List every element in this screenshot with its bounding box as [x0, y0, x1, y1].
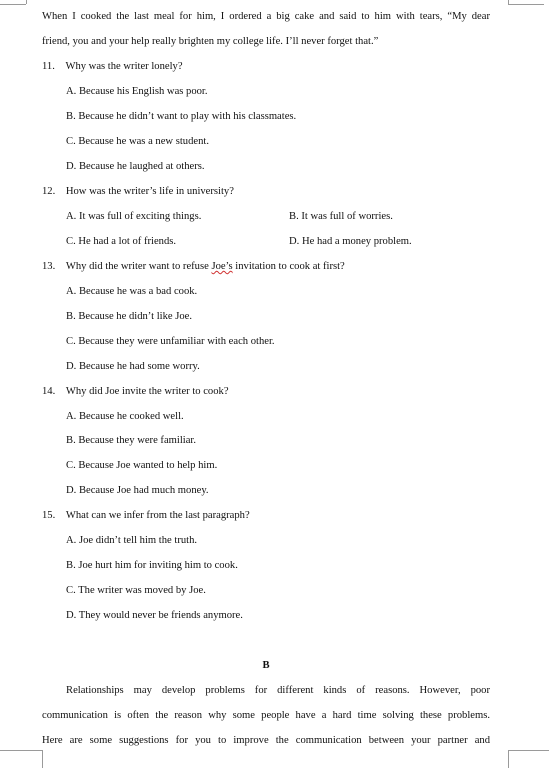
- question-14-option-d: D. Because Joe had much money.: [66, 485, 209, 496]
- question-11-option-b: B. Because he didn’t want to play with his classmates.: [66, 111, 297, 122]
- passage-line-2: friend, you and your help really brighten my college life. I’ll never forget that.”: [42, 36, 379, 47]
- question-13-option-c: C. Because they were unfamiliar with each other.: [66, 336, 275, 347]
- question-13-stem: [42, 260, 345, 274]
- question-11-stem: 11. Why was the writer lonely?: [42, 61, 183, 72]
- question-14-option-c: C. Because Joe wanted to help him.: [66, 460, 218, 471]
- corner-mark-bottom-left: [0, 750, 42, 751]
- question-13-stem-start: 13. Why did the writer want to refuse: [42, 261, 212, 272]
- question-13-option-d: D. Because he had some worry.: [66, 361, 200, 372]
- question-13-option-a: A. Because he was a bad cook.: [66, 286, 198, 297]
- section-b-line-3: Here are some suggestions for you to improve the communication between your partner and: [42, 735, 490, 746]
- passage-line-1: When I cooked the last meal for him, I ordered a big cake and said to him with tears, “My dear: [42, 11, 490, 22]
- corner-mark-top-right-vertical: [508, 0, 509, 4]
- question-15-option-a: A. Joe didn’t tell him the truth.: [66, 535, 198, 546]
- spellcheck-marked-word: Joe’s: [211, 261, 233, 272]
- question-13-stem-end: invitation to cook at first?: [232, 261, 345, 272]
- section-b-line-2: communication is often the reason why some people have a hard time solving these problems.: [42, 710, 490, 721]
- question-12-option-d: D. He had a money problem.: [289, 236, 412, 247]
- section-b-heading: B: [262, 660, 270, 671]
- question-14-option-a: A. Because he cooked well.: [66, 411, 184, 422]
- question-11-option-a: A. Because his English was poor.: [66, 86, 208, 97]
- question-11-option-c: C. Because he was a new student.: [66, 136, 209, 147]
- question-15-stem: 15. What can we infer from the last paragraph?: [42, 510, 250, 521]
- question-15-option-b: B. Joe hurt him for inviting him to cook.: [66, 560, 238, 571]
- question-14-option-b: B. Because they were familiar.: [66, 435, 197, 446]
- corner-mark-bottom-right: [508, 750, 549, 751]
- question-15-option-c: C. The writer was moved by Joe.: [66, 585, 206, 596]
- question-12-option-a: A. It was full of exciting things.: [66, 211, 202, 222]
- question-15-option-d: D. They would never be friends anymore.: [66, 610, 243, 621]
- question-13-option-b: B. Because he didn’t like Joe.: [66, 311, 193, 322]
- corner-mark-top-left-vertical: [26, 0, 27, 4]
- section-b-line-1: Relationships may develop problems for different kinds of reasons. However, poor: [66, 685, 490, 696]
- question-14-stem: 14. Why did Joe invite the writer to cook?: [42, 386, 229, 397]
- corner-mark-bottom-left-vertical: [42, 750, 43, 768]
- corner-mark-top-left: [0, 4, 26, 5]
- corner-mark-bottom-right-vertical: [508, 750, 509, 768]
- question-11-option-d: D. Because he laughed at others.: [66, 161, 205, 172]
- question-12-option-c: C. He had a lot of friends.: [66, 236, 177, 247]
- corner-mark-top-right: [508, 4, 544, 5]
- question-12-stem: 12. How was the writer’s life in university?: [42, 186, 234, 197]
- question-12-option-b: B. It was full of worries.: [289, 211, 393, 222]
